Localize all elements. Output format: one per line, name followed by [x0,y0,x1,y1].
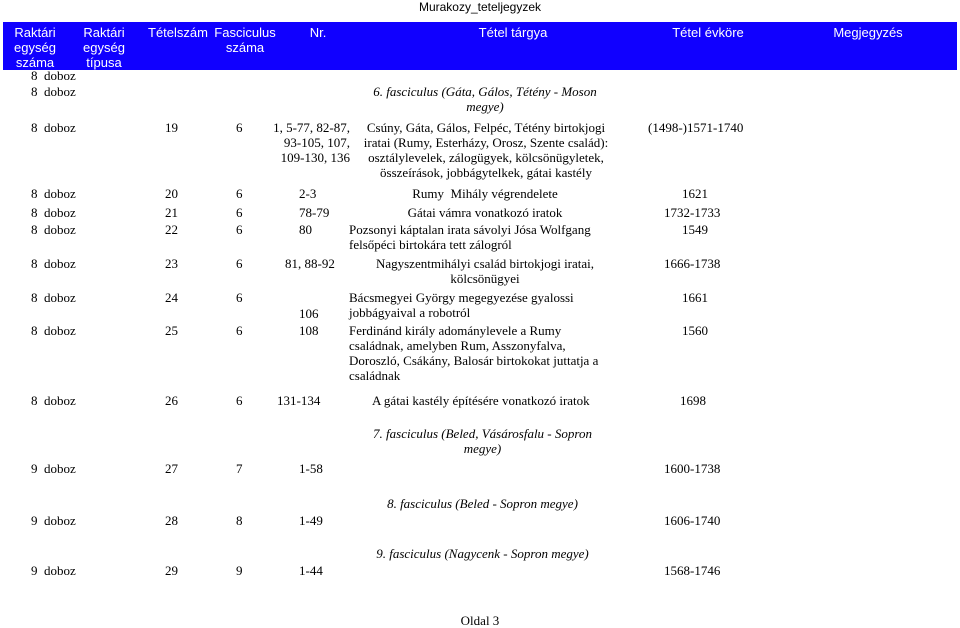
header-tetel-evkore: Tétel évköre [672,25,744,40]
cell-evkor: 1698 [680,393,706,408]
cell-tetelszam: 22 [165,222,178,237]
cell-evkor: (1498-)1571-1740 [648,120,744,135]
header-nr: Nr. [309,25,327,40]
cell-fasciculus: 6 [236,393,243,408]
cell-tipus: doboz [44,222,76,237]
header-raktari-egyseg-szama: Raktári egység száma [14,25,56,70]
cell-tetelszam: 19 [165,120,178,135]
cell-tipus: doboz [44,205,76,220]
table-header [3,22,957,70]
cell-nr: 1-58 [299,461,323,476]
cell-raktari-egyseg: 9 [31,461,38,476]
cell-raktari-egyseg: 8 [31,222,38,237]
cell-evkor: 1606-1740 [664,513,721,528]
cell-tetelszam: 28 [165,513,178,528]
fasciculus-heading: 7. fasciculus (Beled, Vásárosfalu - Sopron megye) [373,426,592,456]
cell-raktari-egyseg: 9 [31,563,38,578]
cell-tipus: doboz [44,563,76,578]
cell-raktari-egyseg: 8 [31,84,38,99]
cell-evkor: 1549 [682,222,708,237]
cell-nr: 131-134 [277,393,321,408]
cell-nr: 78-79 [299,205,330,220]
cell-tipus: doboz [44,84,76,99]
cell-targy: Ferdinánd király adománylevele a Rumy családnak, amelyben Rum, Asszonyfalva, Doroszló, Csákány, Balosár birtokokat juttatja a családnak [349,323,599,383]
cell-targy: Pozsonyi káptalan irata sávolyi Jósa Wolfgang felsőpéci birtokára tett zálogról [349,222,591,252]
cell-evkor: 1600-1738 [664,461,721,476]
cell-tipus: doboz [44,256,76,271]
cell-nr: 1-44 [299,563,323,578]
fasciculus-heading: 9. fasciculus (Nagycenk - Sopron megye) [376,546,589,561]
cell-fasciculus: 9 [236,563,243,578]
cell-tipus: doboz [44,68,76,83]
cell-tipus: doboz [44,120,76,135]
cell-tetelszam: 20 [165,186,178,201]
cell-nr: 81, 88-92 [285,256,335,271]
cell-fasciculus: 6 [236,323,243,338]
header-tetelszam: Tételszám [148,25,208,40]
cell-raktari-egyseg: 8 [31,120,38,135]
cell-evkor: 1661 [682,290,708,305]
header-fasciculus-szama: Fasciculus száma [214,25,276,55]
cell-raktari-egyseg: 8 [31,323,38,338]
cell-raktari-egyseg: 8 [31,290,38,305]
cell-tipus: doboz [44,186,76,201]
cell-raktari-egyseg: 8 [31,205,38,220]
cell-tetelszam: 26 [165,393,178,408]
cell-nr: 2-3 [299,186,317,201]
cell-targy: A gátai kastély építésére vonatkozó iratok [372,393,590,408]
cell-tipus: doboz [44,323,76,338]
cell-fasciculus: 6 [236,205,243,220]
cell-tetelszam: 21 [165,205,178,220]
cell-fasciculus: 6 [236,186,243,201]
cell-fasciculus: 7 [236,461,243,476]
cell-fasciculus: 8 [236,513,243,528]
cell-evkor: 1560 [682,323,708,338]
cell-raktari-egyseg: 8 [31,256,38,271]
header-raktari-egyseg-tipusa: Raktári egység típusa [83,25,125,70]
cell-tetelszam: 23 [165,256,178,271]
cell-tetelszam: 25 [165,323,178,338]
cell-nr: 106 [299,306,319,321]
header-tetel-targya: Tétel tárgya [478,25,548,40]
cell-fasciculus: 6 [236,120,243,135]
fasciculus-heading: 8. fasciculus (Beled - Sopron megye) [387,496,578,511]
cell-nr: 1-49 [299,513,323,528]
cell-tetelszam: 24 [165,290,178,305]
cell-raktari-egyseg: 8 [31,186,38,201]
cell-targy: Nagyszentmihályi család birtokjogi iratai, kölcsönügyei [375,256,595,286]
cell-evkor: 1666-1738 [664,256,721,271]
cell-tipus: doboz [44,513,76,528]
cell-tipus: doboz [44,393,76,408]
cell-tipus: doboz [44,290,76,305]
cell-targy: Rumy Mihály végrendelete [412,186,558,201]
cell-targy: Csúny, Gáta, Gálos, Felpéc, Tétény birtokjogi iratai (Rumy, Esterházy, Orosz, Szente család): osztálylevelek, zálogügyek, kölcsönügyletek, összeírások, jobbágytelkek, gátai kastély [363,120,609,180]
cell-targy: Bácsmegyei György megegyezése gyalossi jobbágyaival a robotról [349,290,574,320]
header-megjegyzes: Megjegyzés [833,25,903,40]
cell-raktari-egyseg: 8 [31,393,38,408]
cell-raktari-egyseg: 8 [31,68,38,83]
cell-evkor: 1621 [682,186,708,201]
cell-nr: 80 [299,222,312,237]
cell-targy: Gátai vámra vonatkozó iratok [407,205,563,220]
cell-evkor: 1732-1733 [664,205,721,220]
cell-fasciculus: 6 [236,290,243,305]
page-number: Oldal 3 [460,613,500,628]
page-title: Murakozy_teteljegyzek [418,0,542,14]
cell-tipus: doboz [44,461,76,476]
cell-fasciculus: 6 [236,222,243,237]
cell-nr: 1, 5-77, 82-87, 93-105, 107, 109-130, 136 [273,120,350,165]
cell-raktari-egyseg: 9 [31,513,38,528]
cell-evkor: 1568-1746 [664,563,721,578]
cell-tetelszam: 29 [165,563,178,578]
fasciculus-heading: 6. fasciculus (Gáta, Gálos, Tétény - Moson megye) [373,84,597,114]
cell-nr: 108 [299,323,319,338]
cell-fasciculus: 6 [236,256,243,271]
cell-tetelszam: 27 [165,461,178,476]
